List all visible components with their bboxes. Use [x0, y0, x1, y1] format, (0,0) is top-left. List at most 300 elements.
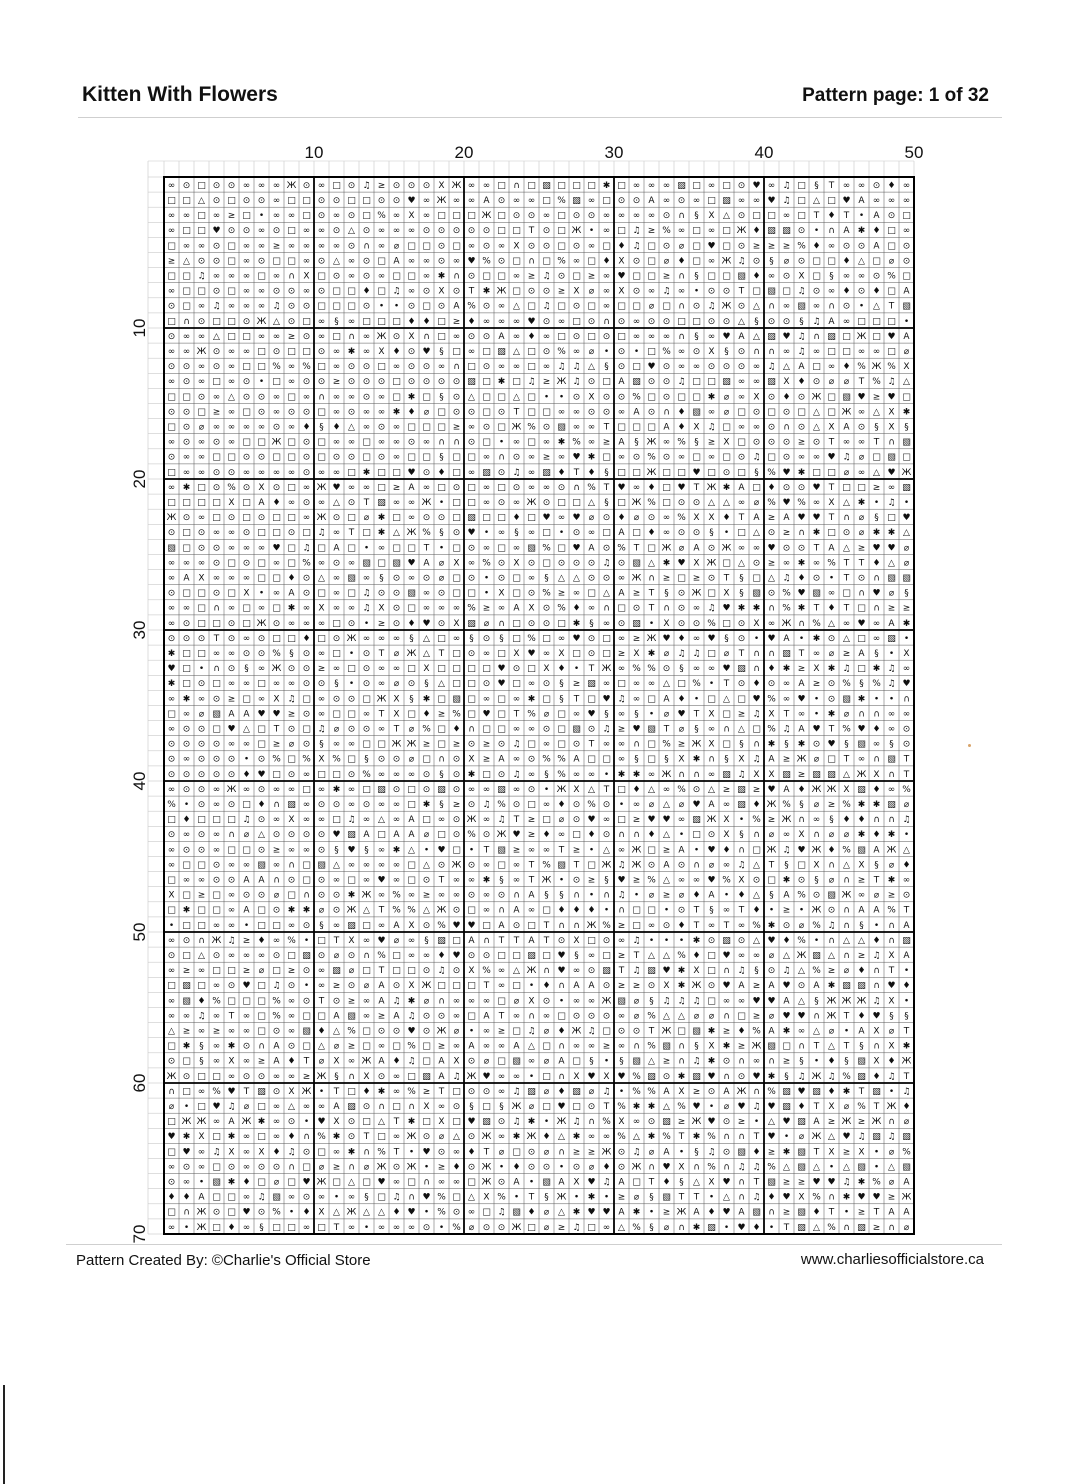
- stitch-symbol: △: [738, 558, 745, 569]
- stitch-symbol: □: [497, 543, 506, 554]
- stitch-symbol: ♫: [797, 286, 806, 297]
- stitch-symbol: ∩: [198, 935, 205, 946]
- stitch-symbol: ∞: [557, 407, 566, 418]
- stitch-symbol: A: [393, 1011, 400, 1022]
- stitch-symbol: ⊙: [542, 679, 551, 690]
- stitch-symbol: □: [902, 452, 911, 463]
- stitch-symbol: ∩: [288, 271, 295, 282]
- stitch-symbol: Ж: [631, 497, 642, 508]
- stitch-symbol: ∞: [812, 815, 821, 826]
- stitch-symbol: □: [497, 226, 506, 237]
- stitch-symbol: ⊙: [827, 679, 836, 690]
- stitch-symbol: ∞: [452, 1177, 461, 1188]
- stitch-symbol: ⊙: [692, 784, 701, 795]
- stitch-symbol: ⊙: [182, 618, 191, 629]
- stitch-symbol: ⊙: [197, 739, 206, 750]
- stitch-symbol: ⊙: [212, 180, 221, 191]
- stitch-symbol: A: [873, 905, 880, 916]
- stitch-symbol: ✱: [512, 1132, 521, 1143]
- stitch-symbol: •: [438, 497, 445, 508]
- stitch-symbol: ♥: [587, 1207, 596, 1218]
- stitch-symbol: ∞: [167, 966, 176, 977]
- stitch-symbol: □: [182, 392, 191, 403]
- stitch-symbol: □: [167, 497, 176, 508]
- stitch-symbol: ⊙: [197, 769, 206, 780]
- stitch-symbol: T: [888, 966, 895, 977]
- stitch-symbol: □: [497, 648, 506, 659]
- stitch-symbol: ♦: [512, 513, 521, 524]
- stitch-symbol: ⊙: [617, 1162, 626, 1173]
- stitch-symbol: △: [753, 935, 760, 946]
- stitch-symbol: ∞: [167, 437, 176, 448]
- stitch-symbol: ⊙: [437, 618, 446, 629]
- stitch-symbol: A: [468, 935, 475, 946]
- stitch-symbol: •: [678, 935, 685, 946]
- stitch-symbol: ▧: [812, 769, 821, 780]
- stitch-symbol: Ж: [901, 1056, 912, 1067]
- stitch-symbol: △: [903, 845, 910, 856]
- stitch-symbol: ♦: [437, 950, 446, 961]
- stitch-symbol: ⊙: [737, 180, 746, 191]
- stitch-symbol: ∞: [242, 1192, 251, 1203]
- stitch-symbol: X: [528, 996, 535, 1007]
- stitch-symbol: △: [873, 407, 880, 418]
- stitch-symbol: ∞: [842, 271, 851, 282]
- stitch-symbol: ≥: [317, 664, 326, 675]
- stitch-symbol: □: [422, 241, 431, 252]
- stitch-symbol: □: [497, 422, 506, 433]
- stitch-symbol: ∞: [302, 618, 311, 629]
- stitch-symbol: □: [437, 407, 446, 418]
- stitch-symbol: ▧: [407, 588, 416, 599]
- stitch-symbol: ≥: [827, 1117, 836, 1128]
- stitch-symbol: ⊙: [542, 724, 551, 735]
- stitch-symbol: ⊙: [287, 724, 296, 735]
- stitch-symbol: ♦: [857, 815, 866, 826]
- stitch-symbol: □: [362, 1026, 371, 1037]
- stitch-symbol: Ж: [841, 996, 852, 1007]
- stitch-symbol: ⊙: [587, 211, 596, 222]
- stitch-symbol: ∩: [348, 1162, 355, 1173]
- stitch-symbol: ⌀: [828, 648, 835, 659]
- stitch-symbol: ∞: [422, 195, 431, 206]
- stitch-symbol: △: [363, 905, 370, 916]
- stitch-symbol: •: [363, 1222, 370, 1233]
- stitch-symbol: △: [798, 996, 805, 1007]
- stitch-symbol: □: [737, 694, 746, 705]
- stitch-symbol: §: [679, 664, 684, 675]
- stitch-symbol: □: [557, 543, 566, 554]
- stitch-symbol: □: [212, 618, 221, 629]
- stitch-symbol: ∞: [512, 784, 521, 795]
- stitch-symbol: §: [634, 437, 639, 448]
- stitch-symbol: ∞: [452, 256, 461, 267]
- stitch-symbol: ⊙: [587, 724, 596, 735]
- stitch-symbol: □: [512, 286, 521, 297]
- stitch-symbol: A: [903, 1177, 910, 1188]
- stitch-symbol: ▧: [827, 890, 836, 901]
- stitch-symbol: ⊙: [182, 180, 191, 191]
- stitch-symbol: ∞: [617, 709, 626, 720]
- stitch-symbol: ⊙: [272, 286, 281, 297]
- stitch-symbol: ∞: [887, 195, 896, 206]
- stitch-symbol: △: [753, 301, 760, 312]
- stitch-symbol: ≥: [287, 331, 296, 342]
- stitch-symbol: Ж: [451, 180, 462, 191]
- stitch-symbol: □: [632, 528, 641, 539]
- stitch-symbol: ⊙: [782, 437, 791, 448]
- stitch-symbol: ♫: [362, 603, 371, 614]
- stitch-symbol: △: [663, 950, 670, 961]
- stitch-symbol: ⌀: [678, 890, 685, 901]
- stitch-symbol: T: [573, 467, 580, 478]
- stitch-symbol: X: [318, 754, 325, 765]
- stitch-symbol: ⊙: [617, 558, 626, 569]
- stitch-symbol: ⊙: [737, 633, 746, 644]
- stitch-symbol: ∞: [857, 180, 866, 191]
- stitch-symbol: ✱: [632, 769, 641, 780]
- stitch-symbol: ♥: [467, 256, 476, 267]
- stitch-symbol: §: [739, 830, 744, 841]
- stitch-symbol: △: [858, 256, 865, 267]
- stitch-symbol: Ж: [256, 316, 267, 327]
- stitch-symbol: ♥: [332, 482, 341, 493]
- stitch-symbol: •: [558, 528, 565, 539]
- stitch-symbol: ∞: [197, 1026, 206, 1037]
- stitch-symbol: ⊙: [347, 1117, 356, 1128]
- stitch-symbol: ≥: [377, 180, 386, 191]
- stitch-symbol: ♫: [782, 180, 791, 191]
- stitch-symbol: △: [873, 467, 880, 478]
- stitch-symbol: □: [197, 211, 206, 222]
- stitch-symbol: ≥: [557, 286, 566, 297]
- stitch-symbol: ⊙: [812, 573, 821, 584]
- stitch-symbol: □: [482, 407, 491, 418]
- stitch-symbol: ♥: [872, 543, 881, 554]
- stitch-symbol: ♫: [887, 679, 896, 690]
- stitch-symbol: Ж: [511, 422, 522, 433]
- stitch-symbol: □: [587, 301, 596, 312]
- stitch-symbol: ≥: [212, 1026, 221, 1037]
- stitch-symbol: ♥: [257, 769, 266, 780]
- stitch-symbol: ▧: [842, 981, 851, 992]
- stitch-symbol: ⌀: [888, 256, 895, 267]
- stitch-symbol: ▧: [632, 618, 641, 629]
- stitch-symbol: Ж: [631, 845, 642, 856]
- stitch-symbol: A: [558, 1056, 565, 1067]
- stitch-symbol: X: [483, 1192, 490, 1203]
- stitch-symbol: A: [813, 1117, 820, 1128]
- stitch-symbol: □: [227, 256, 236, 267]
- website-link[interactable]: www.charliesofficialstore.ca: [800, 1251, 984, 1268]
- stitch-symbol: ✱: [332, 1132, 341, 1143]
- stitch-symbol: □: [392, 1101, 401, 1112]
- stitch-symbol: ♦: [587, 467, 596, 478]
- stitch-symbol: □: [452, 513, 461, 524]
- stitch-symbol: §: [409, 694, 414, 705]
- stitch-symbol: •: [723, 1222, 730, 1233]
- stitch-symbol: ⊙: [617, 1147, 626, 1158]
- stitch-symbol: ∞: [872, 633, 881, 644]
- stitch-symbol: ∩: [753, 1086, 760, 1097]
- stitch-symbol: ∞: [212, 648, 221, 659]
- stitch-symbol: □: [347, 513, 356, 524]
- stitch-symbol: ♦: [242, 1177, 251, 1188]
- stitch-symbol: ∞: [557, 316, 566, 327]
- stitch-symbol: □: [257, 920, 266, 931]
- stitch-symbol: ≥: [662, 1056, 671, 1067]
- stitch-symbol: %: [392, 890, 401, 901]
- stitch-symbol: ⊙: [182, 1071, 191, 1082]
- stitch-symbol: □: [677, 573, 686, 584]
- stitch-symbol: ⊙: [182, 1162, 191, 1173]
- stitch-symbol: ⊙: [167, 331, 176, 342]
- stitch-symbol: ∞: [812, 558, 821, 569]
- stitch-symbol: ✱: [227, 1041, 236, 1052]
- stitch-symbol: A: [498, 754, 505, 765]
- stitch-symbol: •: [603, 905, 610, 916]
- stitch-symbol: ▧: [647, 1071, 656, 1082]
- stitch-symbol: ∞: [182, 452, 191, 463]
- stitch-symbol: □: [212, 905, 221, 916]
- stitch-symbol: ∞: [527, 679, 536, 690]
- stitch-symbol: ∞: [857, 271, 866, 282]
- stitch-symbol: □: [272, 528, 281, 539]
- stitch-symbol: A: [708, 799, 715, 810]
- stitch-symbol: Ж: [556, 1192, 567, 1203]
- stitch-symbol: ▧: [182, 981, 191, 992]
- stitch-symbol: ∩: [453, 362, 460, 373]
- stitch-symbol: T: [588, 664, 595, 675]
- stitch-symbol: □: [317, 543, 326, 554]
- stitch-symbol: ⊙: [182, 422, 191, 433]
- stitch-symbol: ▧: [797, 1147, 806, 1158]
- stitch-symbol: ⌀: [243, 830, 250, 841]
- stitch-symbol: ♥: [662, 633, 671, 644]
- stitch-symbol: %: [557, 195, 566, 206]
- stitch-symbol: ∞: [347, 603, 356, 614]
- stitch-symbol: ♥: [692, 467, 701, 478]
- stitch-symbol: X: [678, 754, 685, 765]
- stitch-symbol: §: [784, 739, 789, 750]
- stitch-symbol: ♥: [542, 513, 551, 524]
- stitch-symbol: □: [227, 966, 236, 977]
- stitch-symbol: ⌀: [333, 950, 340, 961]
- stitch-symbol: ♫: [437, 966, 446, 977]
- stitch-symbol: Ж: [766, 799, 777, 810]
- stitch-symbol: ⊙: [347, 950, 356, 961]
- stitch-symbol: ⊙: [212, 875, 221, 886]
- stitch-symbol: ⌀: [648, 1147, 655, 1158]
- stitch-symbol: ∞: [377, 860, 386, 871]
- stitch-symbol: ⊙: [497, 497, 506, 508]
- stitch-symbol: ∞: [587, 422, 596, 433]
- stitch-symbol: X: [753, 618, 760, 629]
- stitch-symbol: §: [559, 679, 564, 690]
- stitch-symbol: ♫: [317, 528, 326, 539]
- stitch-symbol: □: [347, 543, 356, 554]
- stitch-symbol: ⌀: [783, 256, 790, 267]
- stitch-symbol: ∞: [182, 211, 191, 222]
- stitch-symbol: ∞: [587, 769, 596, 780]
- stitch-symbol: ♫: [512, 769, 521, 780]
- stitch-symbol: □: [527, 513, 536, 524]
- stitch-symbol: •: [633, 346, 640, 357]
- stitch-symbol: ∩: [753, 664, 760, 675]
- stitch-symbol: ⊙: [347, 452, 356, 463]
- stitch-symbol: ⌀: [273, 1177, 280, 1188]
- stitch-symbol: ∞: [542, 648, 551, 659]
- stitch-symbol: •: [903, 966, 910, 977]
- stitch-symbol: •: [813, 226, 820, 237]
- stitch-symbol: ∞: [512, 724, 521, 735]
- stitch-symbol: △: [858, 935, 865, 946]
- stitch-symbol: ▧: [542, 1177, 551, 1188]
- stitch-symbol: ⊙: [617, 392, 626, 403]
- stitch-symbol: Ж: [556, 377, 567, 388]
- stitch-symbol: ∞: [707, 724, 716, 735]
- stitch-symbol: □: [287, 392, 296, 403]
- stitch-symbol: ∩: [498, 618, 505, 629]
- stitch-symbol: •: [543, 392, 550, 403]
- stitch-symbol: ⌀: [423, 830, 430, 841]
- stitch-symbol: □: [857, 316, 866, 327]
- stitch-symbol: ∞: [242, 543, 251, 554]
- stitch-symbol: %: [437, 920, 446, 931]
- stitch-symbol: □: [227, 331, 236, 342]
- stitch-symbol: ∩: [633, 739, 640, 750]
- stitch-symbol: ⊙: [347, 407, 356, 418]
- stitch-symbol: ♥: [602, 694, 611, 705]
- stitch-symbol: A: [618, 1207, 625, 1218]
- stitch-symbol: ⊙: [662, 377, 671, 388]
- stitch-symbol: T: [693, 482, 700, 493]
- stitch-symbol: ∞: [482, 694, 491, 705]
- stitch-symbol: ∞: [752, 195, 761, 206]
- stitch-symbol: %: [482, 256, 491, 267]
- stitch-symbol: ♥: [887, 331, 896, 342]
- stitch-symbol: ≥: [857, 1117, 866, 1128]
- stitch-symbol: •: [723, 890, 730, 901]
- stitch-symbol: ∩: [528, 1011, 535, 1022]
- stitch-symbol: ⊙: [572, 739, 581, 750]
- stitch-symbol: ▧: [767, 331, 776, 342]
- stitch-symbol: ∞: [827, 241, 836, 252]
- stitch-symbol: □: [227, 1207, 236, 1218]
- stitch-symbol: □: [767, 211, 776, 222]
- stitch-symbol: ⊙: [362, 664, 371, 675]
- stitch-symbol: ∞: [617, 664, 626, 675]
- stitch-symbol: ∞: [302, 392, 311, 403]
- stitch-symbol: ♥: [842, 1132, 851, 1143]
- stitch-symbol: A: [873, 845, 880, 856]
- stitch-symbol: ♫: [752, 754, 761, 765]
- stitch-symbol: %: [677, 1101, 686, 1112]
- stitch-symbol: •: [813, 694, 820, 705]
- stitch-symbol: △: [438, 679, 445, 690]
- stitch-symbol: %: [632, 392, 641, 403]
- stitch-symbol: Ж: [511, 1222, 522, 1233]
- stitch-symbol: ≥: [842, 648, 851, 659]
- stitch-symbol: ✱: [812, 528, 821, 539]
- stitch-symbol: □: [407, 1071, 416, 1082]
- stitch-symbol: □: [257, 271, 266, 282]
- stitch-symbol: ∩: [798, 1041, 805, 1052]
- stitch-symbol: □: [707, 996, 716, 1007]
- stitch-symbol: ▧: [542, 467, 551, 478]
- stitch-symbol: ∞: [692, 195, 701, 206]
- stitch-symbol: ⌀: [888, 860, 895, 871]
- stitch-symbol: ♥: [377, 1177, 386, 1188]
- stitch-symbol: Ж: [526, 497, 537, 508]
- stitch-symbol: ∞: [257, 422, 266, 433]
- stitch-symbol: ⊙: [182, 407, 191, 418]
- stitch-symbol: A: [903, 331, 910, 342]
- footer-divider: [66, 1244, 1002, 1245]
- stitch-symbol: ∞: [242, 633, 251, 644]
- stitch-symbol: ⊙: [167, 528, 176, 539]
- stitch-symbol: ⊙: [467, 648, 476, 659]
- stitch-symbol: %: [482, 558, 491, 569]
- stitch-symbol: ⌀: [543, 1222, 550, 1233]
- stitch-symbol: ∞: [887, 724, 896, 735]
- stitch-symbol: ∞: [167, 935, 176, 946]
- stitch-symbol: □: [257, 724, 266, 735]
- stitch-symbol: □: [782, 286, 791, 297]
- stitch-symbol: □: [257, 996, 266, 1007]
- stitch-symbol: ⊙: [197, 316, 206, 327]
- stitch-symbol: ⊙: [302, 996, 311, 1007]
- stitch-symbol: X: [528, 603, 535, 614]
- stitch-symbol: □: [182, 890, 191, 901]
- stitch-symbol: □: [242, 497, 251, 508]
- stitch-symbol: ⊙: [302, 452, 311, 463]
- stitch-symbol: ⊙: [707, 573, 716, 584]
- stitch-symbol: ≥: [542, 377, 551, 388]
- stitch-symbol: ⌀: [258, 966, 265, 977]
- stitch-symbol: ⊙: [422, 362, 431, 373]
- stitch-symbol: Ж: [346, 633, 357, 644]
- stitch-symbol: ♫: [617, 694, 626, 705]
- stitch-symbol: ▧: [692, 407, 701, 418]
- stitch-symbol: □: [707, 694, 716, 705]
- stitch-symbol: ✱: [392, 845, 401, 856]
- stitch-symbol: □: [197, 648, 206, 659]
- stitch-symbol: ⊙: [857, 286, 866, 297]
- stitch-symbol: ⊙: [902, 724, 911, 735]
- stitch-symbol: •: [648, 709, 655, 720]
- stitch-symbol: %: [302, 558, 311, 569]
- stitch-symbol: ⊙: [707, 316, 716, 327]
- stitch-symbol: ⊙: [482, 1222, 491, 1233]
- stitch-symbol: △: [378, 1117, 385, 1128]
- stitch-symbol: ∞: [707, 920, 716, 931]
- stitch-symbol: □: [257, 1101, 266, 1112]
- stitch-symbol: ≥: [782, 905, 791, 916]
- stitch-symbol: ∩: [363, 1147, 370, 1158]
- stitch-symbol: A: [858, 1026, 865, 1037]
- stitch-symbol: T: [483, 1147, 490, 1158]
- stitch-symbol: □: [257, 362, 266, 373]
- stitch-symbol: □: [647, 739, 656, 750]
- stitch-symbol: △: [903, 377, 910, 388]
- stitch-symbol: ∩: [678, 769, 685, 780]
- stitch-symbol: ∞: [347, 316, 356, 327]
- stitch-symbol: ▧: [512, 1056, 521, 1067]
- stitch-symbol: ♦: [407, 407, 416, 418]
- stitch-symbol: □: [347, 875, 356, 886]
- stitch-symbol: ∞: [647, 286, 656, 297]
